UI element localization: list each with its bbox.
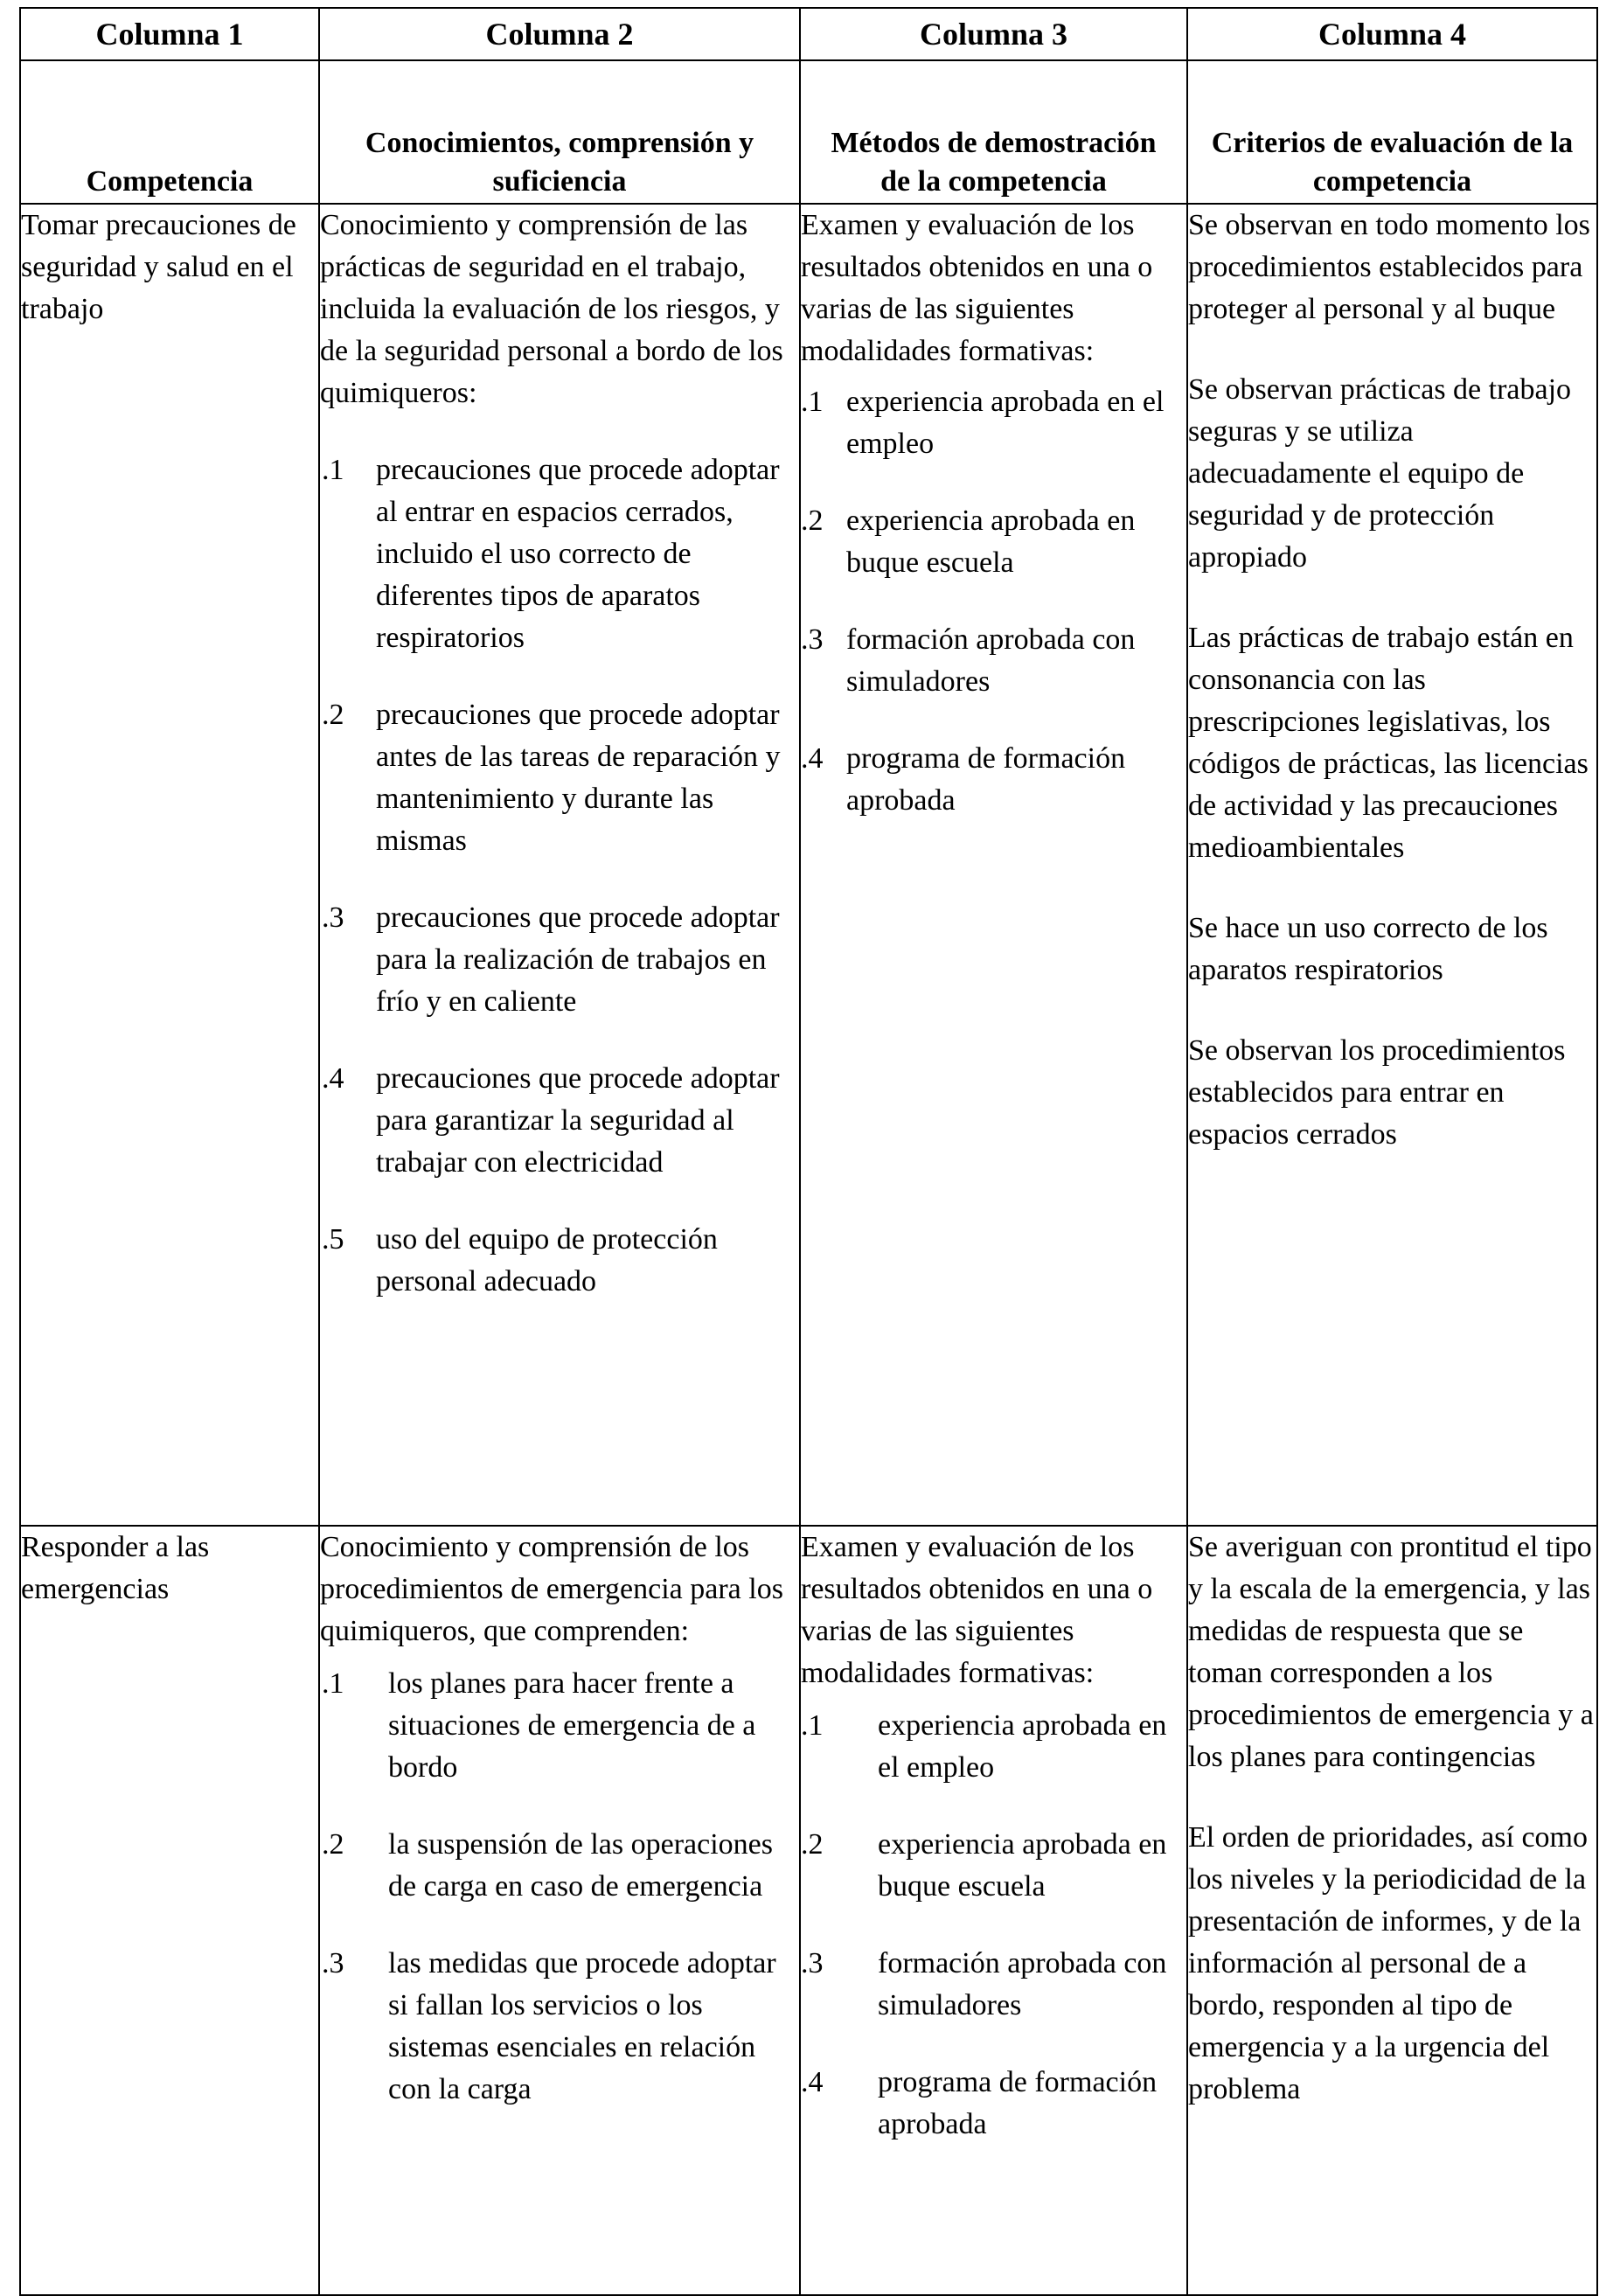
column-title-row (20, 60, 1597, 204)
list-item (320, 897, 799, 1023)
methods-intro: Examen y evaluación de los resultados obtenidos en una o varias de las siguientes modalidades formativas: (801, 1531, 1153, 1689)
criterion-text: Se observan prácticas de trabajo seguras y se utiliza adecuadamente el equipo de seguridad y de protección apropiado (1188, 373, 1572, 574)
item-number: .3 (322, 901, 344, 934)
list-item (801, 1824, 1186, 1908)
item-number: .3 (322, 1947, 344, 1979)
methods-intro: Examen y evaluación de los resultados obtenidos en una o varias de las siguientes modalidades formativas: (801, 209, 1153, 367)
item-text: formación aprobada con simuladores (846, 623, 1136, 698)
item-text: experiencia aprobada en el empleo (878, 1709, 1167, 1784)
competence-heading: Competencia (20, 60, 319, 204)
item-number: .1 (801, 386, 824, 418)
item-text: experiencia aprobada en el empleo (846, 386, 1165, 460)
list-item (801, 1705, 1186, 1789)
criterion-text: Se averiguan con prontitud el tipo y la escala de la emergencia, y las medidas de respuesta que se toman corresponden a los procedimientos de emergencia y a los planes para contingencias (1188, 1531, 1594, 1773)
list-item (801, 619, 1186, 703)
list-item (320, 1219, 799, 1303)
knowledge-intro: Conocimiento y comprensión de los procedimientos de emergencia para los quimiqueros, que comprenden: (320, 1531, 783, 1647)
list-item (801, 1943, 1186, 2027)
criterion-text: Se observan los procedimientos establecidos para entrar en espacios cerrados (1188, 1034, 1566, 1151)
list-item (801, 2062, 1186, 2146)
column-number-row (20, 8, 1597, 60)
competence-text: Responder a las emergencias (21, 1531, 210, 1605)
item-text: precauciones que procede adoptar para la realización de trabajos en frío y en caliente (376, 901, 780, 1018)
criteria-cell (1187, 204, 1597, 1526)
list-item (801, 381, 1186, 465)
item-text: los planes para hacer frente a situaciones de emergencia de a bordo (388, 1667, 756, 1784)
competence-table (19, 7, 1598, 2296)
list-item (320, 1943, 799, 2111)
list-item (320, 1824, 799, 1908)
item-number: .1 (322, 1667, 344, 1700)
criteria-heading: Criterios de evaluación de la competencia (1187, 60, 1597, 204)
item-number: .2 (322, 699, 344, 731)
item-number: .3 (801, 623, 824, 656)
list-item (320, 1058, 799, 1184)
criterion-text: Se hace un uso correcto de los aparatos respiratorios (1188, 912, 1548, 986)
list-item (320, 449, 799, 659)
item-text: precauciones que procede adoptar antes de las tareas de reparación y mantenimiento y durante las mismas (376, 699, 781, 857)
methods-cell (800, 204, 1187, 1526)
table-row (20, 204, 1597, 1526)
column-4-header: Columna 4 (1187, 8, 1597, 60)
competence-cell (20, 1526, 319, 2295)
item-text: programa de formación aprobada (846, 742, 1126, 817)
item-text: experiencia aprobada en buque escuela (846, 504, 1136, 579)
list-item (320, 694, 799, 862)
list-item (801, 738, 1186, 822)
criteria-cell (1187, 1526, 1597, 2295)
item-text: formación aprobada con simuladores (878, 1947, 1167, 2021)
item-number: .2 (801, 1828, 824, 1861)
methods-cell (800, 1526, 1187, 2295)
item-number: .5 (322, 1223, 344, 1256)
list-item (801, 500, 1186, 584)
item-number: .4 (801, 742, 824, 775)
competence-text: Tomar precauciones de seguridad y salud en el trabajo (21, 209, 296, 325)
item-number: .3 (801, 1947, 824, 1979)
item-text: la suspensión de las operaciones de carga en caso de emergencia (388, 1828, 773, 1903)
item-number: .1 (322, 454, 344, 486)
item-text: precauciones que procede adoptar para garantizar la seguridad al trabajar con electricidad (376, 1062, 780, 1179)
knowledge-intro: Conocimiento y comprensión de las prácticas de seguridad en el trabajo, incluida la evaluación de los riesgos, y de la seguridad personal a bordo de los quimiqueros: (320, 209, 783, 409)
item-number: .1 (801, 1709, 824, 1742)
item-text: las medidas que procede adoptar si fallan los servicios o los sistemas esenciales en relación con la carga (388, 1947, 776, 2105)
item-text: programa de formación aprobada (878, 2066, 1158, 2140)
table-row (20, 1526, 1597, 2295)
criterion-text: Se observan en todo momento los procedimientos establecidos para proteger al personal y al buque (1188, 209, 1590, 325)
item-number: .4 (322, 1062, 344, 1095)
knowledge-cell (319, 1526, 800, 2295)
item-number: .4 (801, 2066, 824, 2098)
list-item (320, 1663, 799, 1789)
methods-heading: Métodos de demostración de la competencia (800, 60, 1187, 204)
item-number: .2 (801, 504, 824, 537)
item-text: experiencia aprobada en buque escuela (878, 1828, 1167, 1903)
item-text: uso del equipo de protección personal adecuado (376, 1223, 718, 1298)
competence-cell (20, 204, 319, 1526)
column-3-header: Columna 3 (800, 8, 1187, 60)
item-number: .2 (322, 1828, 344, 1861)
knowledge-cell (319, 204, 800, 1526)
criterion-text: El orden de prioridades, así como los niveles y la periodicidad de la presentación de informes, y de la información al personal de a bordo, responden al tipo de emergencia y a la urgencia del problema (1188, 1821, 1588, 2105)
column-2-header: Columna 2 (319, 8, 800, 60)
criterion-text: Las prácticas de trabajo están en consonancia con las prescripciones legislativas, los códigos de prácticas, las licencias de actividad y las precauciones medioambientales (1188, 622, 1589, 864)
knowledge-heading: Conocimientos, comprensión y suficiencia (319, 60, 800, 204)
item-text: precauciones que procede adoptar al entrar en espacios cerrados, incluido el uso correcto de diferentes tipos de aparatos respiratorios (376, 454, 780, 654)
column-1-header: Columna 1 (20, 8, 319, 60)
